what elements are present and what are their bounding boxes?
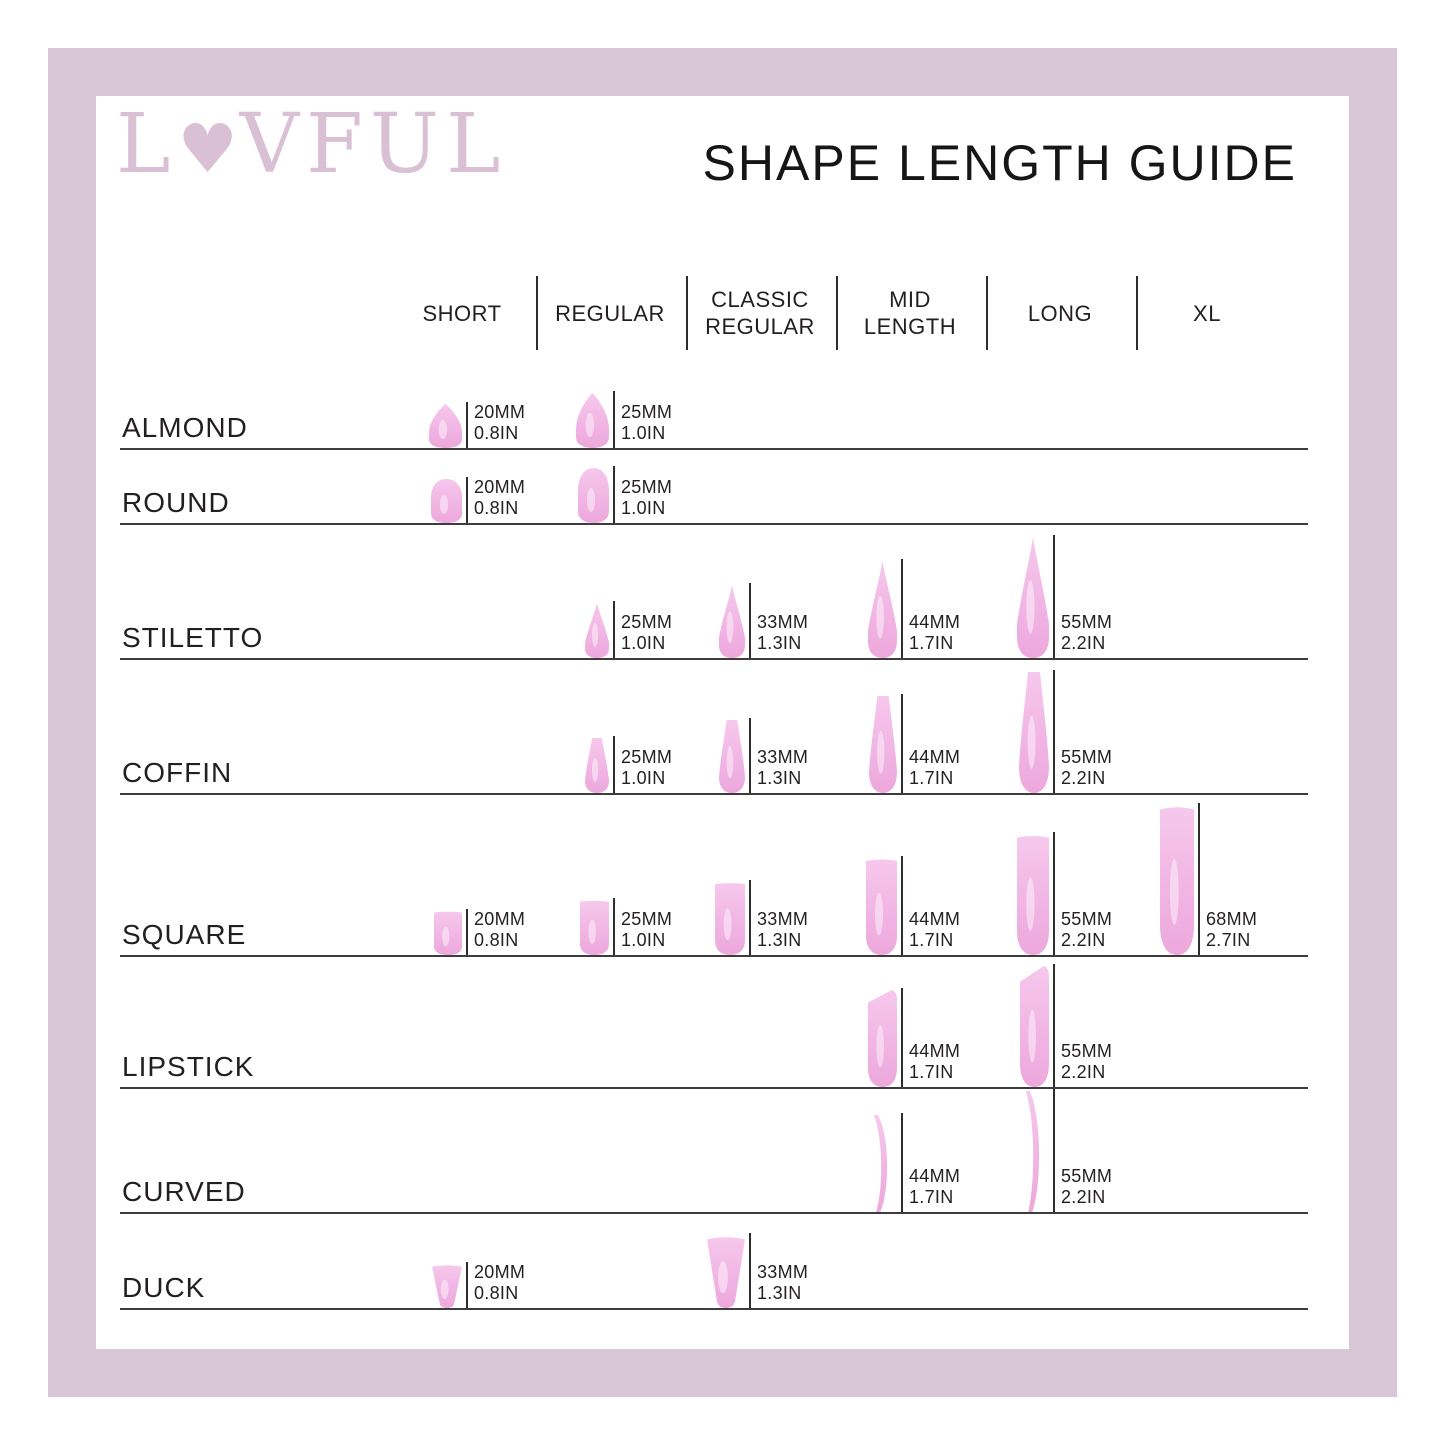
measurement-mm: 33MM: [757, 612, 809, 632]
row-label-coffin: COFFIN: [122, 757, 233, 788]
measure-line-coffin-regular: [613, 736, 615, 793]
measure-line-square-mid-length: [901, 856, 903, 955]
nail-curved-long: [1025, 1091, 1041, 1212]
measurement-mm: 44MM: [909, 1166, 961, 1186]
row-rule-coffin: [120, 793, 1308, 795]
measurement-mm: 25MM: [621, 747, 673, 767]
brand-logo-prefix: L: [116, 97, 178, 192]
column-header-regular: [532, 277, 688, 349]
row-label-almond: ALMOND: [122, 412, 248, 443]
measure-line-duck-classic-regular: [749, 1233, 751, 1308]
measurement-mm: 44MM: [909, 612, 961, 632]
measurement-in: 0.8IN: [474, 498, 519, 518]
measurement-mm: 44MM: [909, 909, 961, 929]
column-header-line: CLASSIC: [711, 287, 809, 312]
nail-coffin-classic-regular: [719, 720, 745, 793]
measurement-in: 2.2IN: [1061, 768, 1106, 788]
measurement-in: 1.3IN: [757, 1283, 802, 1303]
measurement-in: 0.8IN: [474, 1283, 519, 1303]
nail-square-xl: [1160, 805, 1194, 955]
measurement-mm: 33MM: [757, 1262, 809, 1282]
measurement-in: 1.0IN: [621, 423, 666, 443]
column-divider-4: [986, 276, 988, 350]
row-rule-curved: [120, 1212, 1308, 1214]
measurement-label-coffin-long: [1061, 747, 1112, 789]
column-divider-1: [536, 276, 538, 350]
nail-round-regular: [578, 468, 609, 523]
nail-curved-mid-length: [873, 1115, 889, 1212]
column-header-line: REGULAR: [705, 314, 815, 339]
measure-line-stiletto-long: [1053, 535, 1055, 658]
measurement-in: 1.0IN: [621, 498, 666, 518]
nail-duck-short: [432, 1264, 462, 1308]
measurement-label-curved-mid-length: [909, 1166, 960, 1208]
heart-icon: ♥: [177, 110, 240, 188]
measurement-label-stiletto-mid-length: [909, 612, 960, 654]
row-rule-duck: [120, 1308, 1308, 1310]
measurement-label-stiletto-classic-regular: [757, 612, 808, 654]
measurement-in: 1.7IN: [909, 633, 954, 653]
measurement-mm: 25MM: [621, 612, 673, 632]
measurement-label-square-classic-regular: [757, 909, 808, 951]
nail-coffin-regular: [585, 738, 609, 793]
row-rule-round: [120, 523, 1308, 525]
nail-coffin-mid-length: [869, 696, 897, 793]
measure-line-square-short: [466, 909, 468, 955]
measurement-mm: 68MM: [1206, 909, 1258, 929]
column-header-classic-regular: [682, 277, 838, 349]
measurement-mm: 55MM: [1061, 612, 1113, 632]
measurement-label-almond-short: [474, 402, 525, 444]
row-rule-almond: [120, 448, 1308, 450]
measurement-in: 1.0IN: [621, 768, 666, 788]
measure-line-round-short: [466, 477, 468, 523]
column-header-line: LENGTH: [863, 314, 957, 339]
measurement-label-coffin-classic-regular: [757, 747, 808, 789]
column-header-line: REGULAR: [555, 300, 665, 326]
nail-stiletto-classic-regular: [719, 585, 745, 658]
measurement-in: 1.7IN: [909, 1187, 954, 1207]
brand-logo-suffix: VFUL: [239, 97, 508, 192]
measurement-label-round-short: [474, 477, 525, 519]
measurement-in: 1.3IN: [757, 768, 802, 788]
nail-duck-classic-regular: [707, 1235, 745, 1308]
column-divider-3: [836, 276, 838, 350]
measure-line-almond-regular: [613, 391, 615, 448]
measurement-label-lipstick-long: [1061, 1041, 1112, 1083]
measure-line-coffin-long: [1053, 670, 1055, 793]
measurement-label-stiletto-regular: [621, 612, 672, 654]
row-label-square: SQUARE: [122, 919, 247, 950]
measure-line-square-classic-regular: [749, 880, 751, 955]
nail-stiletto-long: [1017, 537, 1049, 658]
measurement-in: 2.2IN: [1061, 1187, 1106, 1207]
measurement-mm: 55MM: [1061, 747, 1113, 767]
nail-square-classic-regular: [715, 882, 745, 955]
row-rule-stiletto: [120, 658, 1308, 660]
measurement-label-duck-classic-regular: [757, 1262, 808, 1304]
measurement-label-lipstick-mid-length: [909, 1041, 960, 1083]
measure-line-square-regular: [613, 898, 615, 955]
measure-line-stiletto-mid-length: [901, 559, 903, 658]
nail-square-regular: [580, 900, 609, 955]
row-label-duck: DUCK: [122, 1272, 206, 1303]
measurement-label-square-xl: [1206, 909, 1257, 951]
column-divider-2: [686, 276, 688, 350]
row-rule-square: [120, 955, 1308, 957]
measurement-label-round-regular: [621, 477, 672, 519]
brand-logo: [116, 97, 508, 192]
measurement-in: 2.2IN: [1061, 930, 1106, 950]
measurement-mm: 20MM: [474, 909, 526, 929]
measurement-label-almond-regular: [621, 402, 672, 444]
measurement-in: 0.8IN: [474, 423, 519, 443]
measure-line-coffin-mid-length: [901, 694, 903, 793]
column-header-line: SHORT: [422, 300, 502, 326]
measurement-mm: 55MM: [1061, 909, 1113, 929]
column-header-line: LONG: [1027, 300, 1093, 326]
nail-square-long: [1017, 834, 1049, 955]
measurement-in: 2.7IN: [1206, 930, 1251, 950]
measurement-in: 1.7IN: [909, 930, 954, 950]
nail-almond-short: [429, 404, 462, 448]
row-label-curved: CURVED: [122, 1176, 246, 1207]
nail-stiletto-mid-length: [868, 561, 897, 658]
nail-square-mid-length: [866, 858, 897, 955]
measurement-mm: 20MM: [474, 402, 526, 422]
nail-coffin-long: [1019, 672, 1049, 793]
measurement-in: 1.7IN: [909, 768, 954, 788]
row-rule-lipstick: [120, 1087, 1308, 1089]
row-label-round: ROUND: [122, 487, 230, 518]
measure-line-square-xl: [1198, 803, 1200, 955]
measurement-mm: 25MM: [621, 402, 673, 422]
measurement-in: 1.0IN: [621, 633, 666, 653]
page-title: SHAPE LENGTH GUIDE: [702, 135, 1297, 191]
measure-line-curved-mid-length: [901, 1113, 903, 1212]
measurement-in: 1.0IN: [621, 930, 666, 950]
measurement-mm: 55MM: [1061, 1041, 1113, 1061]
measurement-label-square-regular: [621, 909, 672, 951]
measure-line-stiletto-classic-regular: [749, 583, 751, 658]
measurement-in: 0.8IN: [474, 930, 519, 950]
column-header-xl: [1129, 277, 1285, 349]
measurement-label-stiletto-long: [1061, 612, 1112, 654]
measure-line-duck-short: [466, 1262, 468, 1308]
measurement-mm: 33MM: [757, 909, 809, 929]
measurement-label-square-long: [1061, 909, 1112, 951]
measurement-in: 1.3IN: [757, 633, 802, 653]
column-header-line: XL: [1193, 300, 1221, 326]
row-label-stiletto: STILETTO: [122, 622, 264, 653]
measurement-mm: 33MM: [757, 747, 809, 767]
measure-line-curved-long: [1053, 1089, 1055, 1212]
column-header-long: [982, 277, 1138, 349]
nail-stiletto-regular: [585, 603, 609, 658]
measurement-mm: 25MM: [621, 909, 673, 929]
measurement-label-coffin-regular: [621, 747, 672, 789]
measurement-in: 2.2IN: [1061, 633, 1106, 653]
measurement-label-coffin-mid-length: [909, 747, 960, 789]
measurement-label-duck-short: [474, 1262, 525, 1304]
measurement-mm: 44MM: [909, 1041, 961, 1061]
measure-line-lipstick-mid-length: [901, 988, 903, 1087]
measure-line-round-regular: [613, 466, 615, 523]
nail-lipstick-mid-length: [868, 990, 897, 1087]
measure-line-stiletto-regular: [613, 601, 615, 658]
measurement-mm: 20MM: [474, 1262, 526, 1282]
nail-square-short: [434, 911, 462, 955]
nail-lipstick-long: [1020, 966, 1049, 1087]
measurement-mm: 20MM: [474, 477, 526, 497]
column-header-mid-length: [832, 277, 988, 349]
nail-almond-regular: [576, 393, 609, 448]
measure-line-square-long: [1053, 832, 1055, 955]
column-divider-5: [1136, 276, 1138, 350]
column-header-short: [384, 277, 540, 349]
measurement-label-curved-long: [1061, 1166, 1112, 1208]
measurement-label-square-mid-length: [909, 909, 960, 951]
row-label-lipstick: LIPSTICK: [122, 1051, 255, 1082]
measurement-mm: 44MM: [909, 747, 961, 767]
measure-line-lipstick-long: [1053, 964, 1055, 1087]
nail-round-short: [431, 479, 462, 523]
measure-line-coffin-classic-regular: [749, 718, 751, 793]
measure-line-almond-short: [466, 402, 468, 448]
measurement-in: 1.7IN: [909, 1062, 954, 1082]
column-header-line: MID: [889, 287, 931, 312]
measurement-in: 2.2IN: [1061, 1062, 1106, 1082]
measurement-mm: 25MM: [621, 477, 673, 497]
measurement-label-square-short: [474, 909, 525, 951]
measurement-mm: 55MM: [1061, 1166, 1113, 1186]
measurement-in: 1.3IN: [757, 930, 802, 950]
